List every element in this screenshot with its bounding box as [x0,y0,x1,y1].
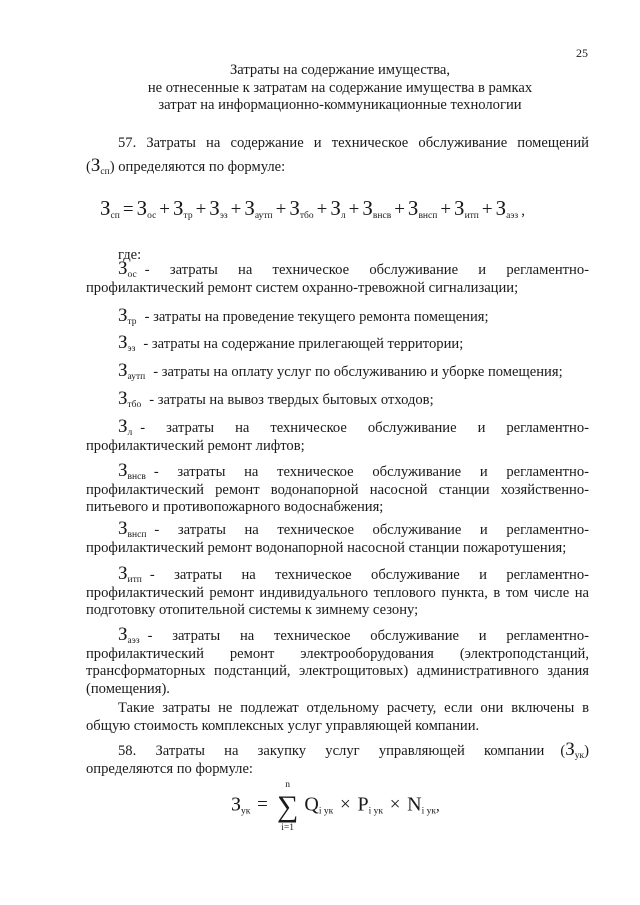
f58-lhs: З [231,793,242,816]
def-symbol: З [118,360,128,381]
f57-term-sub: тр [183,211,193,221]
item-57-note [86,700,589,735]
def-symbol-sub: ос [127,270,137,280]
item-57-intro-rest: ) определяются по формуле: [109,158,286,175]
f57-term-sub: аутп [254,211,273,221]
f57-term-symbol: З [289,196,300,220]
definition-first-line [86,307,589,327]
formula-57 [100,196,525,221]
def-text: - затраты на техническое обслуживание и регламентно- [149,567,589,583]
heading-line-2: не отнесенные к затратам на содержание имущества в рамках [147,79,533,96]
definition-first-line [86,520,589,540]
def-symbol: З [118,332,128,353]
f57-term-symbol: З [330,196,341,220]
definition-first-line [86,462,589,482]
f58-n-sub: i ук [421,806,437,817]
note-text: Такие затраты не подлежат отдельному расчету, если они включены в общую стоимость комплексных услуг управляющей компании. [86,700,589,734]
f57-plus: + [230,199,242,220]
symbol-z: З [90,154,101,176]
f57-lhs-sub: сп [110,211,120,221]
item-58-intro-line1 [86,741,589,761]
item-58-symbol: $(З_{ук})$ [560,739,589,761]
def-text: - затраты на техническое обслуживание и регламентно- [140,420,589,436]
page-number: 25 [576,46,588,60]
definition-first-line [86,626,589,646]
f57-term-symbol: З [454,196,465,220]
def-symbol: З [118,305,128,326]
definition-first-line [86,418,589,438]
def-continuation: профилактический ремонт индивидуального теплового пункта, в том числе на подготовку отопительной системы к зимнему сезону; [86,584,589,618]
f57-term-symbol: З [362,196,373,220]
definition-item [86,362,589,382]
f57-plus: + [195,199,207,220]
def-symbol: З [118,258,128,279]
f58-sum [275,780,301,833]
f57-plus: + [348,199,360,220]
f57-end: , [521,203,525,219]
definition-item [86,520,589,557]
def-continuation: профилактический ремонт электрооборудования (электроподстанций, трансформаторных подстанций, электрощитовых) административного здания (помещения). [86,645,589,697]
def-symbol: З [118,388,128,409]
f57-plus: + [316,199,328,220]
def-symbol-sub: л [127,428,133,438]
f58-q: Q [304,793,319,816]
f57-term-symbol: З [209,196,220,220]
symbol-sub: сп [100,166,110,177]
definition-item [86,565,589,620]
f57-term-symbol: З [136,196,148,220]
item-57-intro-line2 [86,154,589,177]
f57-term-sub: эз [219,211,228,221]
definition-item [86,260,589,297]
f57-term-symbol: З [173,196,184,220]
f57-plus: + [394,199,405,220]
item-57-intro-line1: 57. Затраты на содержание и техническое обслуживание помещений [118,135,589,151]
f57-term-sub: итп [464,211,479,221]
definition-item [86,334,589,354]
f57-term-symbol: З [495,196,507,220]
def-symbol-sub: тр [127,317,137,327]
f57-term-sub: аэз [506,211,519,221]
f58-sum-bottom: i=1 [281,823,294,833]
item-57-intro [86,135,589,176]
def-continuation: профилактический ремонт систем охранно-тревожной сигнализации; [86,279,519,296]
section-heading [80,62,600,115]
f57-term-sub: ос [147,211,157,221]
item-58-intro-line2: определяются по формуле: [86,760,253,777]
f57-term-sub: внсп [418,211,438,221]
f58-lhs-sub: ук [241,806,251,817]
def-symbol-sub: аэз [127,636,140,646]
def-continuation: профилактический ремонт водонапорной насосной станции пожаротушения; [86,539,567,556]
def-symbol-sub: эз [127,344,136,354]
f57-plus: + [481,199,493,220]
definition-first-line [86,390,589,410]
f57-lhs: З [100,196,111,220]
f58-n: N [407,793,422,816]
def-symbol-sub: внсп [127,530,147,540]
f57-eq: = [122,199,134,220]
definition-item [86,626,589,698]
def-text: - затраты на техническое обслуживание и регламентно- [154,522,589,538]
item-58-intro [86,741,589,778]
def-symbol: З [118,563,128,584]
f58-q-sub: i ук [318,806,334,817]
definition-item [86,418,589,455]
f58-p-sub: i ук [368,806,383,817]
f57-plus: + [440,199,452,220]
definition-item [86,307,589,327]
def-text: - затраты на проведение текущего ремонта помещения; [144,309,489,325]
def-symbol-sub: аутп [127,372,146,382]
definition-item [86,390,589,410]
formula-58 [231,780,440,833]
def-symbol-sub: тбо [127,400,142,410]
def-text: - затраты на оплату услуг по обслуживанию и уборке помещения; [153,364,563,380]
def-continuation: профилактический ремонт водонапорной насосной станции хозяйственно-питьевого и противопожарного водоснабжения; [86,481,589,515]
def-text: - затраты на техническое обслуживание и регламентно- [147,628,589,644]
definition-first-line [86,565,589,585]
f58-times-2: × [389,794,401,816]
f58-p: P [357,793,369,816]
f58-times-1: × [339,794,351,816]
item-58-intro-text: 58. Затраты на закупку услуг управляющей компании [118,743,545,759]
def-continuation: профилактический ремонт лифтов; [86,437,305,454]
sigma-symbol: ∑ [276,790,299,823]
def-text: - затраты на техническое обслуживание и регламентно- [153,464,589,480]
def-symbol: З [118,624,128,645]
def-symbol: З [118,518,128,539]
f57-term-symbol: З [407,196,419,220]
def-symbol: З [118,460,128,481]
def-symbol-sub: итп [127,575,142,585]
def-text: - затраты на техническое обслуживание и регламентно- [144,262,589,278]
f57-term-sub: внсв [372,211,392,221]
definition-item [86,462,589,517]
definition-first-line [86,260,589,280]
def-symbol: З [118,416,128,437]
f57-term-sub: л [340,211,346,221]
f57-term-sub: тбо [299,211,314,221]
f57-term-symbol: З [244,196,255,220]
where-text: где: [118,247,142,263]
f57-plus: + [159,199,171,220]
f57-plus: + [275,199,287,220]
definition-first-line [86,334,589,354]
f58-end: , [436,798,440,815]
heading-line-3: затрат на информационно-коммуникационные технологии [158,97,522,113]
definition-first-line [86,362,589,382]
f58-sum-top: n [285,780,290,790]
paren-open: ( [86,158,91,175]
def-symbol-sub: внсв [127,472,146,482]
def-text: - затраты на содержание прилегающей территории; [143,336,464,352]
heading-line-1: Затраты на содержание имущества, [229,62,451,78]
def-text: - затраты на вывоз твердых бытовых отходов; [149,392,434,408]
f58-eq: = [257,794,268,816]
